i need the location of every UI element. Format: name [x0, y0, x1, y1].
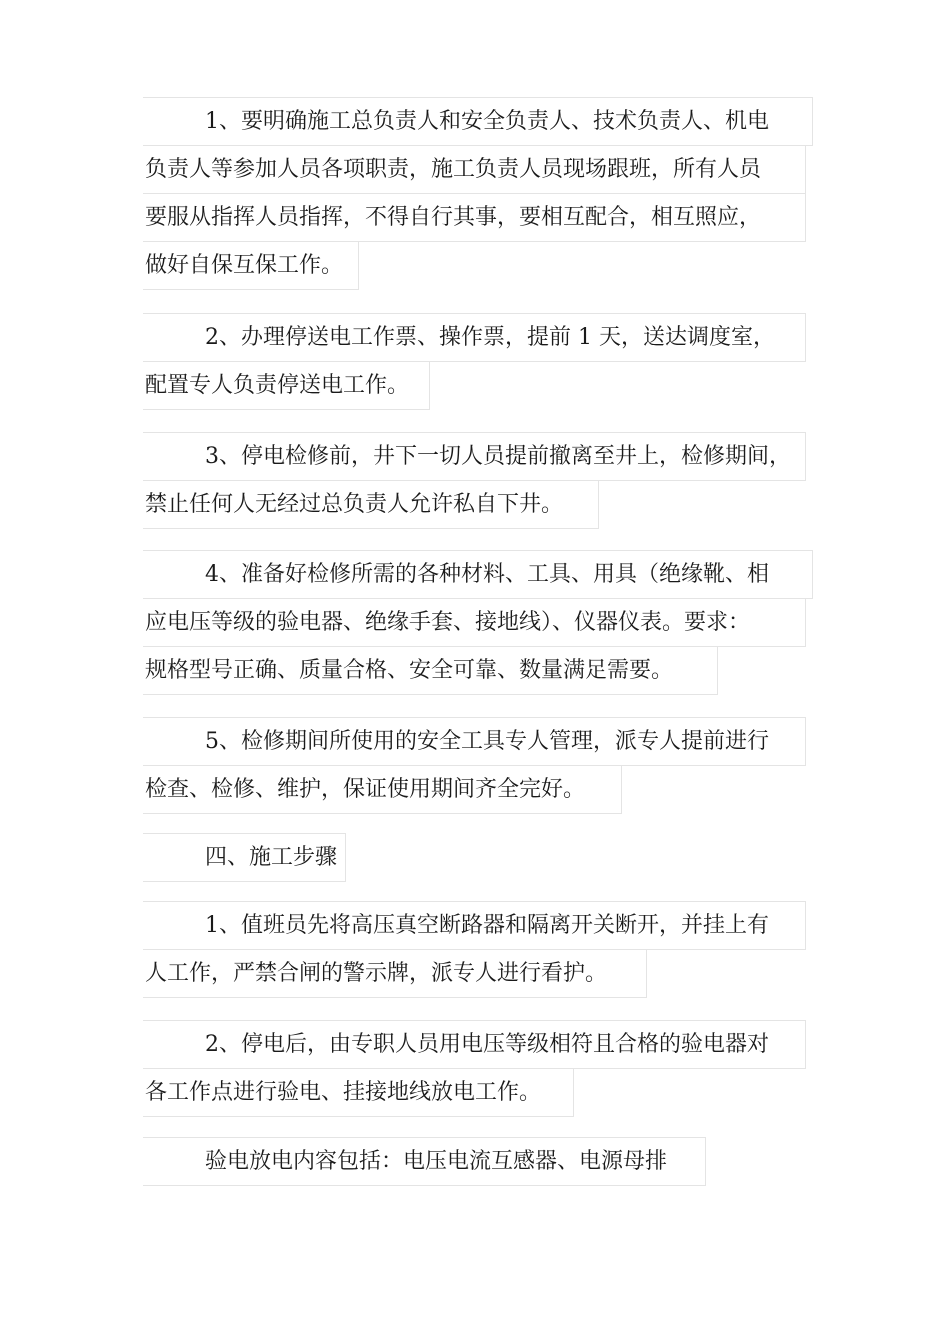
paragraph-4: [143, 550, 813, 695]
text-line: 2、办理停送电工作票、操作票，提前 1 天，送达调度室，: [143, 313, 806, 362]
section-heading: [143, 833, 346, 882]
text-line: 各工作点进行验电、挂接地线放电工作。: [143, 1068, 574, 1117]
text-line: 应电压等级的验电器、绝缘手套、接地线）、仪器仪表。要求：: [143, 598, 806, 647]
text-line: 1、值班员先将高压真空断路器和隔离开关断开，并挂上有: [143, 901, 806, 950]
text-line: 负责人等参加人员各项职责，施工负责人员现场跟班，所有人员: [143, 145, 806, 194]
text-line: 检查、检修、维护，保证使用期间齐全完好。: [143, 765, 622, 814]
text-line: 配置专人负责停送电工作。: [143, 361, 430, 410]
paragraph-8: [143, 1137, 706, 1186]
text-line: 3、停电检修前，井下一切人员提前撤离至井上，检修期间，: [143, 432, 806, 481]
text-line: 5、检修期间所使用的安全工具专人管理，派专人提前进行: [143, 717, 806, 766]
text-line: 人工作，严禁合闸的警示牌，派专人进行看护。: [143, 949, 647, 998]
paragraph-7: [143, 1020, 806, 1117]
text-line: 要服从指挥人员指挥，不得自行其事，要相互配合，相互照应，: [143, 193, 806, 242]
text-line: 做好自保互保工作。: [143, 241, 359, 290]
text-line: 4、准备好检修所需的各种材料、工具、用具（绝缘靴、相: [143, 550, 813, 599]
text-line: 1、要明确施工总负责人和安全负责人、技术负责人、机电: [143, 97, 813, 146]
text-line: 2、停电后，由专职人员用电压等级相符且合格的验电器对: [143, 1020, 806, 1069]
text-line: 四、施工步骤: [143, 833, 346, 882]
text-line: 规格型号正确、质量合格、安全可靠、数量满足需要。: [143, 646, 718, 695]
paragraph-5: [143, 717, 806, 814]
text-line: 验电放电内容包括：电压电流互感器、电源母排: [143, 1137, 706, 1186]
paragraph-1: [143, 97, 813, 290]
text-line: 禁止任何人无经过总负责人允许私自下井。: [143, 480, 599, 529]
paragraph-3: [143, 432, 806, 529]
paragraph-2: [143, 313, 806, 410]
paragraph-6: [143, 901, 806, 998]
